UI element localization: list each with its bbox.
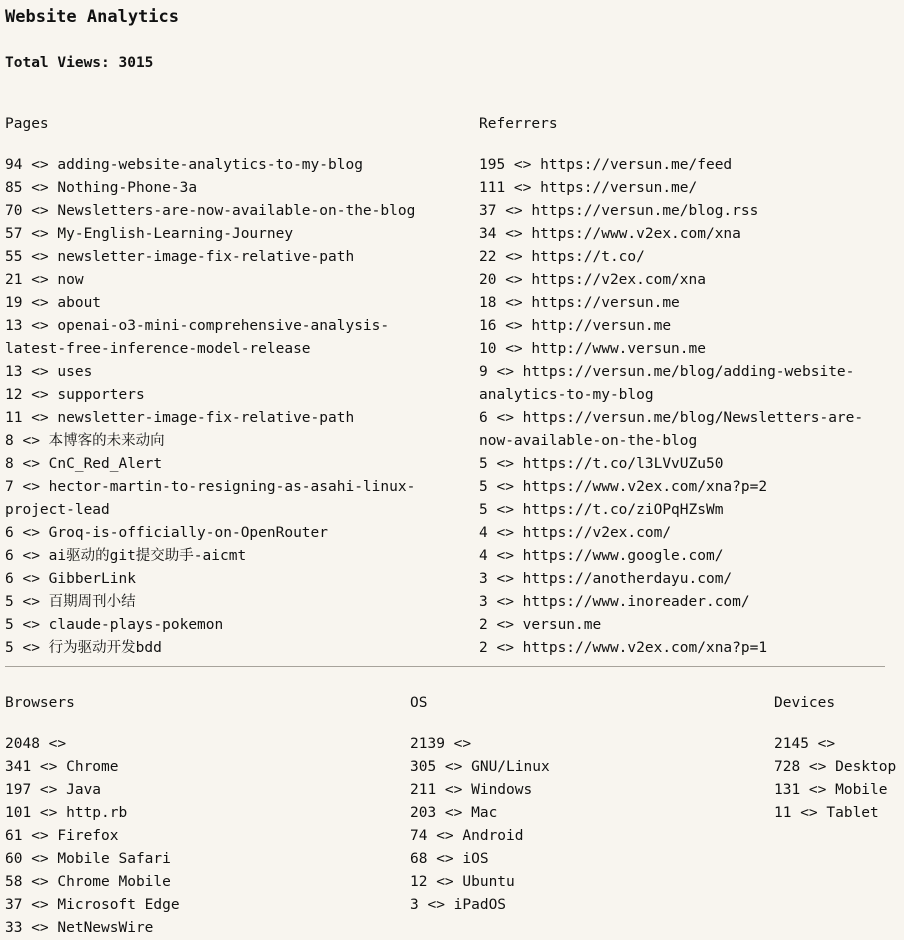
- devices-heading: Devices: [774, 695, 836, 711]
- pages-list-item: 5 <> 百期周刊小结: [5, 594, 136, 610]
- browsers-list-item: 101 <> http.rb: [5, 805, 128, 821]
- referrers-list-item: 22 <> https://t.co/: [479, 249, 645, 265]
- os-list-item: 68 <> iOS: [410, 851, 489, 867]
- os-heading: OS: [410, 695, 428, 711]
- referrers-list-item: 2 <> versun.me: [479, 617, 602, 633]
- pages-list-item: 6 <> GibberLink: [5, 571, 136, 587]
- pages-list-item: 13 <> uses: [5, 364, 93, 380]
- os-list-item: 74 <> Android: [410, 828, 524, 844]
- os-list-item: 305 <> GNU/Linux: [410, 759, 550, 775]
- pages-list-item: 57 <> My-English-Learning-Journey: [5, 226, 294, 242]
- devices-list-item: 2145 <>: [774, 736, 836, 752]
- browsers-list-item: 58 <> Chrome Mobile: [5, 874, 171, 890]
- referrers-list-item: 3 <> https://www.inoreader.com/: [479, 594, 750, 610]
- os-list-item: 12 <> Ubuntu: [410, 874, 515, 890]
- section-divider: [5, 666, 885, 667]
- pages-list-item: 5 <> claude-plays-pokemon: [5, 617, 224, 633]
- browsers-list-item: 37 <> Microsoft Edge: [5, 897, 180, 913]
- os-list-item: 211 <> Windows: [410, 782, 533, 798]
- referrers-list-item: 20 <> https://v2ex.com/xna: [479, 272, 706, 288]
- pages-list-item: 70 <> Newsletters-are-now-available-on-the-blog: [5, 203, 416, 219]
- pages-heading: Pages: [5, 116, 49, 132]
- os-list-item: 3 <> iPadOS: [410, 897, 507, 913]
- referrers-list-item: 2 <> https://www.v2ex.com/xna?p=1: [479, 640, 768, 656]
- pages-list-item: 11 <> newsletter-image-fix-relative-path: [5, 410, 355, 426]
- page-title: Website Analytics: [5, 7, 179, 27]
- pages-list-item: 13 <> openai-o3-mini-comprehensive-analysis-latest-free-inference-model-release: [5, 318, 390, 357]
- browsers-list-item: 341 <> Chrome: [5, 759, 119, 775]
- pages-list-item: 94 <> adding-website-analytics-to-my-blog: [5, 157, 363, 173]
- pages-list-item: 85 <> Nothing-Phone-3a: [5, 180, 198, 196]
- browsers-list-item: 60 <> Mobile Safari: [5, 851, 171, 867]
- browsers-list: [5, 733, 180, 940]
- browsers-heading: Browsers: [5, 695, 75, 711]
- referrers-list-item: 37 <> https://versun.me/blog.rss: [479, 203, 759, 219]
- referrers-list: [479, 154, 889, 660]
- browsers-list-item: 197 <> Java: [5, 782, 102, 798]
- referrers-list-item: 195 <> https://versun.me/feed: [479, 157, 733, 173]
- pages-list-item: 12 <> supporters: [5, 387, 145, 403]
- referrers-list-item: 6 <> https://versun.me/blog/Newsletters-are-now-available-on-the-blog: [479, 410, 864, 449]
- total-views: Total Views: 3015: [5, 55, 154, 71]
- devices-list-item: 728 <> Desktop: [774, 759, 897, 775]
- pages-list-item: 8 <> 本博客的未来动向: [5, 433, 165, 449]
- pages-list-item: 55 <> newsletter-image-fix-relative-path: [5, 249, 355, 265]
- devices-list-item: 131 <> Mobile: [774, 782, 888, 798]
- referrers-list-item: 111 <> https://versun.me/: [479, 180, 698, 196]
- referrers-heading: Referrers: [479, 116, 558, 132]
- pages-list-item: 5 <> 行为驱动开发bdd: [5, 640, 162, 656]
- referrers-list-item: 34 <> https://www.v2ex.com/xna: [479, 226, 741, 242]
- browsers-list-item: 61 <> Firefox: [5, 828, 119, 844]
- referrers-list-item: 16 <> http://versun.me: [479, 318, 672, 334]
- referrers-list-item: 4 <> https://www.google.com/: [479, 548, 724, 564]
- devices-list-item: 11 <> Tablet: [774, 805, 879, 821]
- referrers-list-item: 10 <> http://www.versun.me: [479, 341, 706, 357]
- browsers-list-item: 2048 <>: [5, 736, 67, 752]
- pages-list-item: 6 <> Groq-is-officially-on-OpenRouter: [5, 525, 329, 541]
- referrers-list-item: 4 <> https://v2ex.com/: [479, 525, 672, 541]
- pages-list-item: 7 <> hector-martin-to-resigning-as-asahi-linux-project-lead: [5, 479, 416, 518]
- referrers-list-item: 18 <> https://versun.me: [479, 295, 680, 311]
- referrers-list-item: 9 <> https://versun.me/blog/adding-website-analytics-to-my-blog: [479, 364, 855, 403]
- pages-list-item: 6 <> ai驱动的git提交助手-aicmt: [5, 548, 247, 564]
- referrers-list-item: 5 <> https://t.co/l3LVvUZu50: [479, 456, 724, 472]
- pages-list: [5, 154, 435, 660]
- referrers-list-item: 5 <> https://www.v2ex.com/xna?p=2: [479, 479, 768, 495]
- referrers-list-item: 5 <> https://t.co/ziOPqHZsWm: [479, 502, 724, 518]
- pages-list-item: 8 <> CnC_Red_Alert: [5, 456, 163, 472]
- pages-list-item: 21 <> now: [5, 272, 84, 288]
- devices-list: [774, 733, 896, 825]
- os-list-item: 203 <> Mac: [410, 805, 498, 821]
- pages-list-item: 19 <> about: [5, 295, 102, 311]
- browsers-list-item: 33 <> NetNewsWire: [5, 920, 154, 936]
- os-list: [410, 733, 550, 917]
- os-list-item: 2139 <>: [410, 736, 472, 752]
- referrers-list-item: 3 <> https://anotherdayu.com/: [479, 571, 733, 587]
